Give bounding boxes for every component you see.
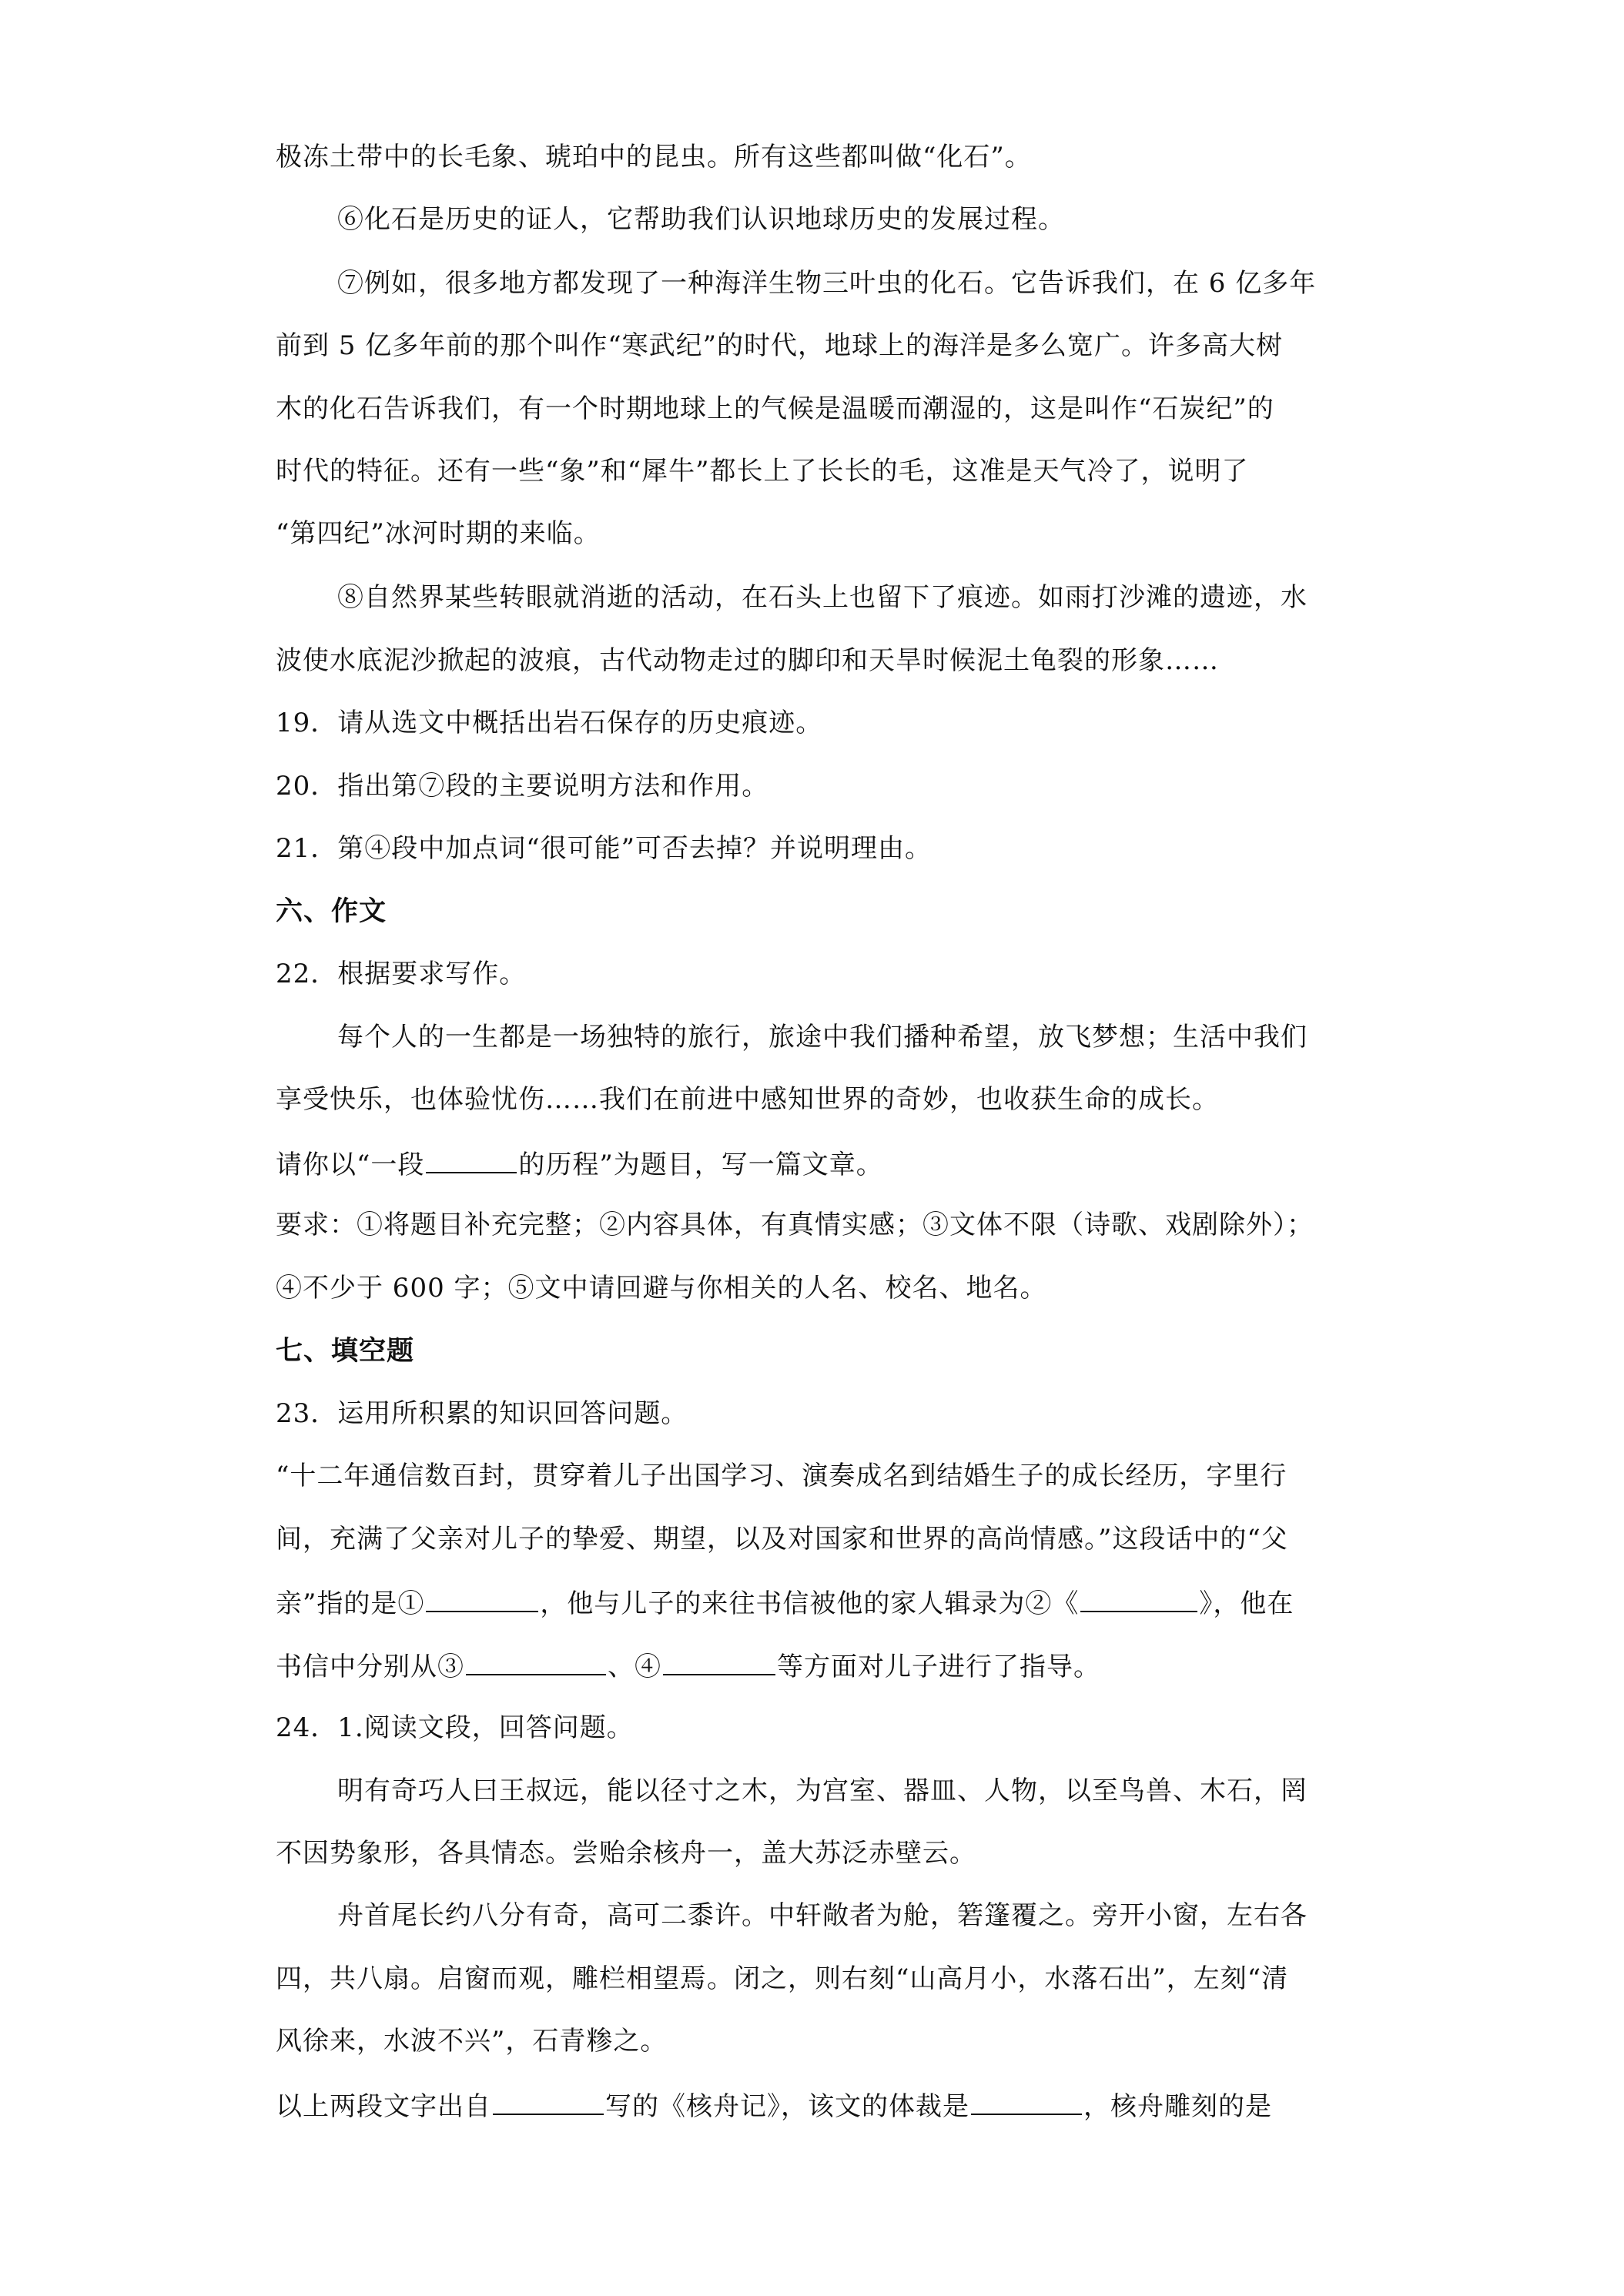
question-24: 24．1.阅读文段，回答问题。 [276, 1712, 634, 1743]
q23-segment: 》，他在 [1199, 1588, 1294, 1619]
answer-blank-4 [663, 1646, 775, 1675]
hezhou-passage-line: 风徐来，水波不兴”，石青糁之。 [276, 2026, 668, 2057]
hezhou-passage-line: 舟首尾长约八分有奇，高可二黍许。中轩敞者为舱，箬篷覆之。旁开小窗，左右各 [337, 1900, 1308, 1931]
answer-blank-3 [466, 1646, 606, 1675]
composition-requirements-line: 要求：①将题目补充完整；②内容具体，有真情实感；③文体不限（诗歌、戏剧除外）； [276, 1210, 1314, 1240]
question-23-text-line [0, 1583, 1294, 1620]
hezhou-passage-line: 不因势象形，各具情态。尝贻余核舟一，盖大苏泛赤壁云。 [276, 1838, 976, 1869]
question-22: 22．根据要求写作。 [276, 959, 527, 989]
fossil-paragraph-7-line: 木的化石告诉我们，有一个时期地球上的气候是温暖而潮湿的，这是叫作“石炭纪”的 [276, 393, 1274, 424]
question-23-text-line: “十二年通信数百封，贯穿着儿子出国学习、演奏成名到结婚生子的成长经历，字里行 [276, 1461, 1287, 1491]
fossil-paragraph-7-line: ⑦例如，很多地方都发现了一种海洋生物三叶虫的化石。它告诉我们，在 6 亿多年 [337, 268, 1317, 299]
hezhou-passage-line: 四，共八扇。启窗而观，雕栏相望焉。闭之，则右刻“山高月小，水落石出”，左刻“清 [276, 1963, 1289, 1994]
composition-prompt-line: 每个人的一生都是一场独特的旅行，旅途中我们播种希望，放飞梦想；生活中我们 [337, 1022, 1308, 1053]
answer-blank-2 [1080, 1583, 1197, 1612]
q23-segment: 亲”指的是① [276, 1588, 425, 1619]
fossil-paragraph-7-line: 前到 5 亿多年前的那个叫作“寒武纪”的时代，地球上的海洋是多么宽广。许多高大树 [276, 330, 1284, 361]
question-23: 23．运用所积累的知识回答问题。 [276, 1398, 688, 1429]
question-23-text-line: 间，充满了父亲对儿子的挚爱、期望，以及对国家和世界的高尚情感。”这段话中的“父 [276, 1524, 1288, 1555]
section-heading-composition: 六、作文 [276, 895, 387, 927]
q23-segment: 、④ [608, 1652, 661, 1682]
title-blank [426, 1144, 517, 1173]
hezhou-passage-line: 明有奇巧人曰王叔远，能以径寸之木，为宫室、器皿、人物，以至鸟兽、木石，罔 [337, 1776, 1308, 1806]
q24-segment: 写的《核舟记》，该文的体裁是 [605, 2091, 969, 2122]
title-instruction-suffix: 的历程”为题目，写一篇文章。 [518, 1150, 883, 1180]
question-19: 19．请从选文中概括出岩石保存的历史痕迹。 [276, 708, 823, 738]
fossil-paragraph-6: ⑥化石是历史的证人，它帮助我们认识地球历史的发展过程。 [337, 204, 1065, 235]
fossil-paragraph-8-line: ⑧自然界某些转眼就消逝的活动，在石头上也留下了痕迹。如雨打沙滩的遗迹，水 [337, 582, 1308, 613]
fossil-paragraph-5-end: 极冻土带中的长毛象、琥珀中的昆虫。所有这些都叫做“化石”。 [276, 142, 1032, 172]
fossil-paragraph-8-line: 波使水底泥沙掀起的波痕，古代动物走过的脚印和天旱时候泥土龟裂的形象…… [276, 645, 1219, 676]
answer-blank-1 [426, 1583, 538, 1612]
fossil-paragraph-7-line: “第四纪”冰河时期的来临。 [276, 518, 601, 549]
composition-prompt-line: 享受快乐，也体验忧伤……我们在前进中感知世界的奇妙，也收获生命的成长。 [276, 1084, 1219, 1115]
answer-blank-genre [971, 2086, 1082, 2115]
composition-requirements-line: ④不少于 600 字；⑤文中请回避与你相关的人名、校名、地名。 [276, 1273, 1047, 1304]
question-24-prompt [0, 2086, 1272, 2123]
composition-title-instruction [0, 1144, 883, 1181]
q24-segment: 以上两段文字出自 [276, 2091, 491, 2122]
q23-segment: 等方面对儿子进行了指导。 [777, 1652, 1100, 1682]
fossil-paragraph-7-line: 时代的特征。还有一些“象”和“犀牛”都长上了长长的毛，这准是天气冷了，说明了 [276, 456, 1249, 487]
question-23-text-line [0, 1646, 1100, 1683]
question-20: 20．指出第⑦段的主要说明方法和作用。 [276, 771, 769, 802]
q24-segment: ，核舟雕刻的是 [1083, 2091, 1272, 2122]
q23-segment: ，他与儿子的来往书信被他的家人辑录为②《 [540, 1588, 1080, 1619]
answer-blank-author [493, 2086, 604, 2115]
question-21: 21．第④段中加点词“很可能”可否去掉？并说明理由。 [276, 833, 933, 864]
q23-segment: 书信中分别从③ [276, 1652, 464, 1682]
title-instruction-prefix: 请你以“一段 [276, 1150, 425, 1180]
section-heading-fill-in: 七、填空题 [276, 1335, 415, 1367]
